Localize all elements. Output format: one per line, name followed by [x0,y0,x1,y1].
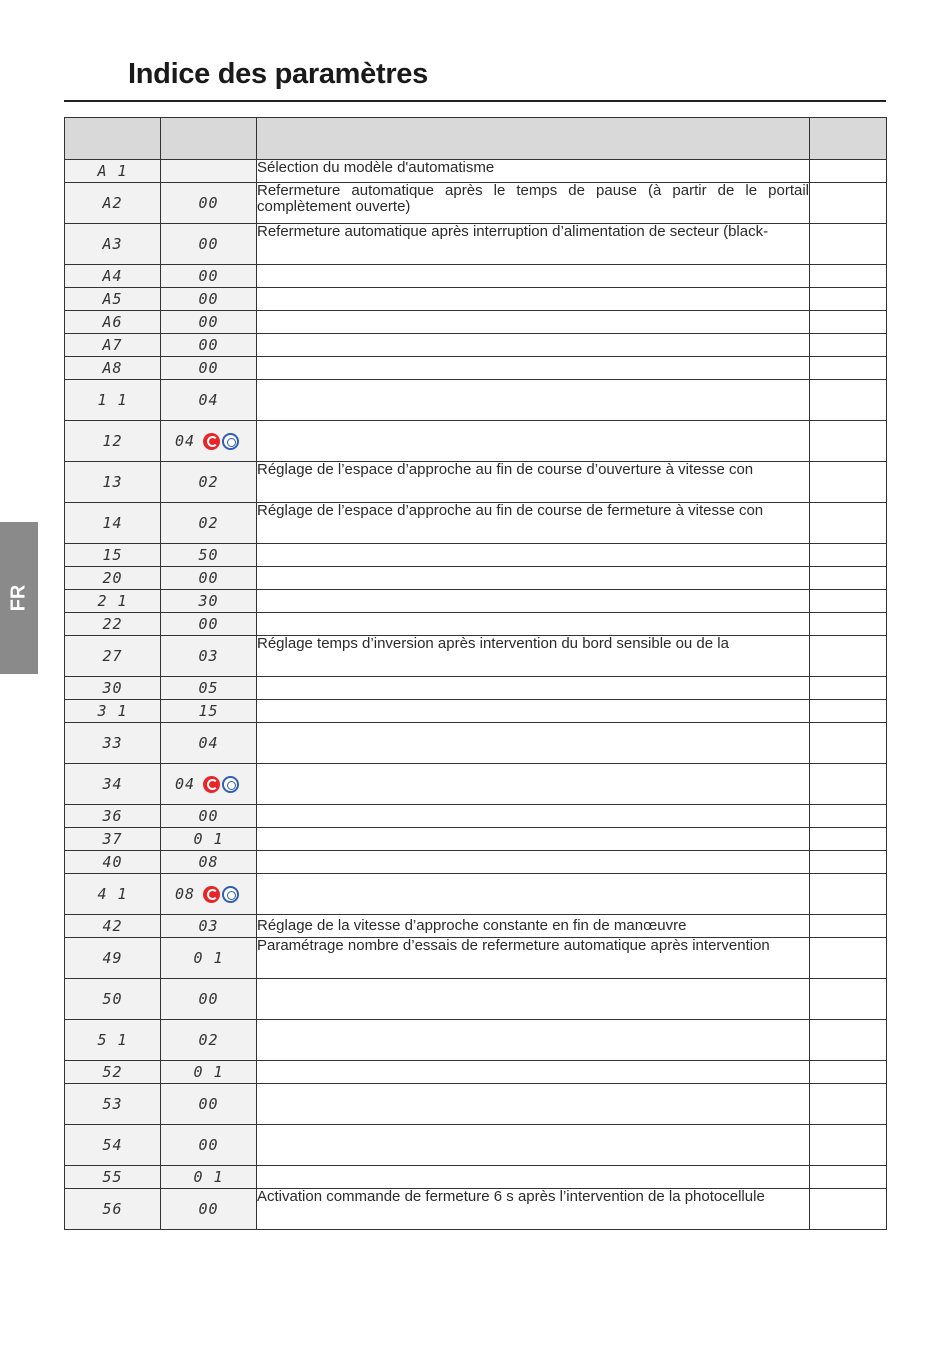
default-value-cell [161,288,257,311]
param-code: A4 [65,265,161,288]
default-value: 00 [198,1136,219,1154]
page-ref-cell [810,503,887,544]
description-cell [257,1084,810,1125]
page-ref-cell [810,421,887,462]
table-row [65,567,887,590]
param-code: A8 [65,357,161,380]
page-ref-cell [810,265,887,288]
default-value: 00 [198,1095,219,1113]
default-value-cell [161,805,257,828]
page-ref-cell [810,334,887,357]
param-code: 56 [65,1189,161,1230]
default-value: 0 1 [193,1168,224,1186]
default-value-cell [161,915,257,938]
default-value-cell [161,590,257,613]
description-cell: Réglage de la vitesse d’approche constante en fin de manœuvre [257,915,810,938]
param-code: A6 [65,311,161,334]
table-header [65,118,887,160]
speedometer-icon [203,433,220,450]
page-ref-cell [810,590,887,613]
description-cell [257,1166,810,1189]
table-row [65,613,887,636]
mode-icons [203,886,239,903]
description-cell [257,700,810,723]
page-ref-cell [810,764,887,805]
description-cell [257,288,810,311]
table-row [65,851,887,874]
table-row [65,503,887,544]
default-value-cell [161,677,257,700]
description-cell [257,311,810,334]
default-value-cell [161,1020,257,1061]
table-row [65,421,887,462]
table-row [65,311,887,334]
description-cell [257,723,810,764]
page-ref-cell [810,311,887,334]
table-row [65,636,887,677]
default-value: 03 [198,647,219,665]
default-value: 04 [198,391,219,409]
table-row [65,805,887,828]
page-ref-cell [810,288,887,311]
table-row [65,764,887,805]
default-value: 50 [198,546,219,564]
default-value-cell [161,334,257,357]
default-value-cell [161,1125,257,1166]
param-code: A 1 [65,160,161,183]
description-cell [257,828,810,851]
description-cell [257,265,810,288]
default-value-cell [161,503,257,544]
description-cell [257,613,810,636]
default-value: 00 [198,807,219,825]
header-cell-default [161,118,257,160]
language-label: FR [7,584,30,612]
param-code: 13 [65,462,161,503]
table-row [65,265,887,288]
description-cell: Sélection du modèle d'automatisme [257,160,810,183]
page-ref-cell [810,1189,887,1230]
table-row [65,700,887,723]
param-code: 14 [65,503,161,544]
table-row [65,979,887,1020]
default-value-cell [161,421,257,462]
default-value-cell [161,723,257,764]
param-code: 1 1 [65,380,161,421]
default-value-cell [161,828,257,851]
param-code: 50 [65,979,161,1020]
mode-icons [203,433,239,450]
table-row [65,1189,887,1230]
table-row [65,915,887,938]
table-row [65,544,887,567]
page-ref-cell [810,544,887,567]
page-ref-cell [810,380,887,421]
table-body [65,160,887,1230]
parameter-table [64,117,887,1230]
description-cell [257,421,810,462]
page-ref-cell [810,1125,887,1166]
slow-speed-icon [222,886,239,903]
page-ref-cell [810,160,887,183]
table-row [65,938,887,979]
page-ref-cell [810,1061,887,1084]
table-row [65,224,887,265]
param-code: 55 [65,1166,161,1189]
speedometer-icon [203,886,220,903]
description-cell [257,380,810,421]
default-value-cell [161,979,257,1020]
default-value: 00 [198,336,219,354]
table-row [65,1084,887,1125]
param-code: 42 [65,915,161,938]
default-value-cell [161,851,257,874]
param-code: 33 [65,723,161,764]
default-value: 30 [198,592,219,610]
description-cell [257,764,810,805]
default-value-cell [161,311,257,334]
param-code: 3 1 [65,700,161,723]
default-value-cell [161,1166,257,1189]
param-code: 15 [65,544,161,567]
default-value: 00 [198,313,219,331]
default-value: 04 [175,432,196,450]
default-value-cell [161,224,257,265]
default-value: 0 1 [193,1063,224,1081]
param-code: 40 [65,851,161,874]
default-value: 00 [198,1200,219,1218]
param-code: 52 [65,1061,161,1084]
default-value: 02 [198,514,219,532]
default-value-cell [161,1084,257,1125]
description-cell: Réglage de l’espace d’approche au fin de course de fermeture à vitesse con [257,503,810,544]
table-row [65,1061,887,1084]
table-row [65,334,887,357]
param-code: 37 [65,828,161,851]
description-cell [257,357,810,380]
default-value-cell [161,1189,257,1230]
header-cell-description [257,118,810,160]
description-cell [257,1125,810,1166]
default-value: 08 [198,853,219,871]
description-cell [257,874,810,915]
default-value: 02 [198,473,219,491]
param-code: 12 [65,421,161,462]
page-ref-cell [810,700,887,723]
table-row [65,357,887,380]
page-ref-cell [810,567,887,590]
default-value-cell [161,567,257,590]
page-ref-cell [810,828,887,851]
default-value: 02 [198,1031,219,1049]
page-ref-cell [810,1020,887,1061]
description-cell [257,567,810,590]
description-cell: Activation commande de fermeture 6 s après l’intervention de la photocellule [257,1189,810,1230]
page-ref-cell [810,979,887,1020]
default-value-cell [161,462,257,503]
param-code: A7 [65,334,161,357]
header-cell-param [65,118,161,160]
description-cell: Réglage temps d’inversion après intervention du bord sensible ou de la [257,636,810,677]
param-code: A5 [65,288,161,311]
default-value: 15 [198,702,219,720]
description-cell [257,590,810,613]
param-code: A2 [65,183,161,224]
page-ref-cell [810,874,887,915]
table-row [65,874,887,915]
table-row [65,828,887,851]
description-cell [257,851,810,874]
default-value: 08 [175,885,196,903]
speedometer-icon [203,776,220,793]
slow-speed-icon [222,776,239,793]
default-value-cell [161,183,257,224]
default-value-cell [161,160,257,183]
page-ref-cell [810,357,887,380]
table-row [65,462,887,503]
default-value: 00 [198,267,219,285]
header-cell-page [810,118,887,160]
default-value-cell [161,1061,257,1084]
description-cell [257,805,810,828]
description-cell: Réglage de l’espace d’approche au fin de course d’ouverture à vitesse con [257,462,810,503]
param-code: 34 [65,764,161,805]
param-code: 53 [65,1084,161,1125]
param-code: 27 [65,636,161,677]
table-row [65,723,887,764]
default-value: 00 [198,615,219,633]
description-cell [257,334,810,357]
default-value-cell [161,544,257,567]
default-value: 03 [198,917,219,935]
table-row [65,183,887,224]
default-value: 0 1 [193,949,224,967]
slow-speed-icon [222,433,239,450]
page-ref-cell [810,1084,887,1125]
param-code: 30 [65,677,161,700]
default-value-cell [161,938,257,979]
page-ref-cell [810,805,887,828]
table-row [65,380,887,421]
default-value: 00 [198,194,219,212]
default-value: 05 [198,679,219,697]
page-title: Indice des paramètres [128,58,428,90]
default-value: 00 [198,569,219,587]
param-code: 36 [65,805,161,828]
default-value: 00 [198,290,219,308]
page-ref-cell [810,613,887,636]
param-code: 20 [65,567,161,590]
default-value: 04 [175,775,196,793]
default-value-cell [161,380,257,421]
page-ref-cell [810,224,887,265]
default-value: 04 [198,734,219,752]
param-code: 4 1 [65,874,161,915]
title-divider [64,100,886,102]
description-cell [257,1061,810,1084]
param-code: 5 1 [65,1020,161,1061]
description-cell [257,979,810,1020]
page-ref-cell [810,723,887,764]
description-cell [257,544,810,567]
table-row [65,590,887,613]
table-row [65,1166,887,1189]
param-code: 2 1 [65,590,161,613]
page-ref-cell [810,915,887,938]
page-ref-cell [810,1166,887,1189]
param-code: 54 [65,1125,161,1166]
page-ref-cell [810,938,887,979]
default-value: 00 [198,990,219,1008]
default-value-cell [161,700,257,723]
description-cell [257,1020,810,1061]
default-value-cell [161,636,257,677]
table-row [65,160,887,183]
param-code: 49 [65,938,161,979]
default-value: 0 1 [193,830,224,848]
param-code: A3 [65,224,161,265]
table-row [65,677,887,700]
description-cell: Refermeture automatique après le temps de pause (à partir de le portail complètement ouverte) [257,183,810,224]
default-value: 00 [198,235,219,253]
default-value-cell [161,874,257,915]
table-row [65,1020,887,1061]
language-side-tab [0,522,38,674]
table-row [65,1125,887,1166]
page-ref-cell [810,851,887,874]
default-value: 00 [198,359,219,377]
table-row [65,288,887,311]
default-value-cell [161,613,257,636]
description-cell [257,677,810,700]
page-ref-cell [810,462,887,503]
page-ref-cell [810,183,887,224]
page-ref-cell [810,677,887,700]
mode-icons [203,776,239,793]
default-value-cell [161,357,257,380]
default-value-cell [161,265,257,288]
param-code: 22 [65,613,161,636]
page-ref-cell [810,636,887,677]
description-cell: Paramétrage nombre d’essais de refermeture automatique après intervention [257,938,810,979]
default-value-cell [161,764,257,805]
description-cell: Refermeture automatique après interruption d’alimentation de secteur (black- [257,224,810,265]
